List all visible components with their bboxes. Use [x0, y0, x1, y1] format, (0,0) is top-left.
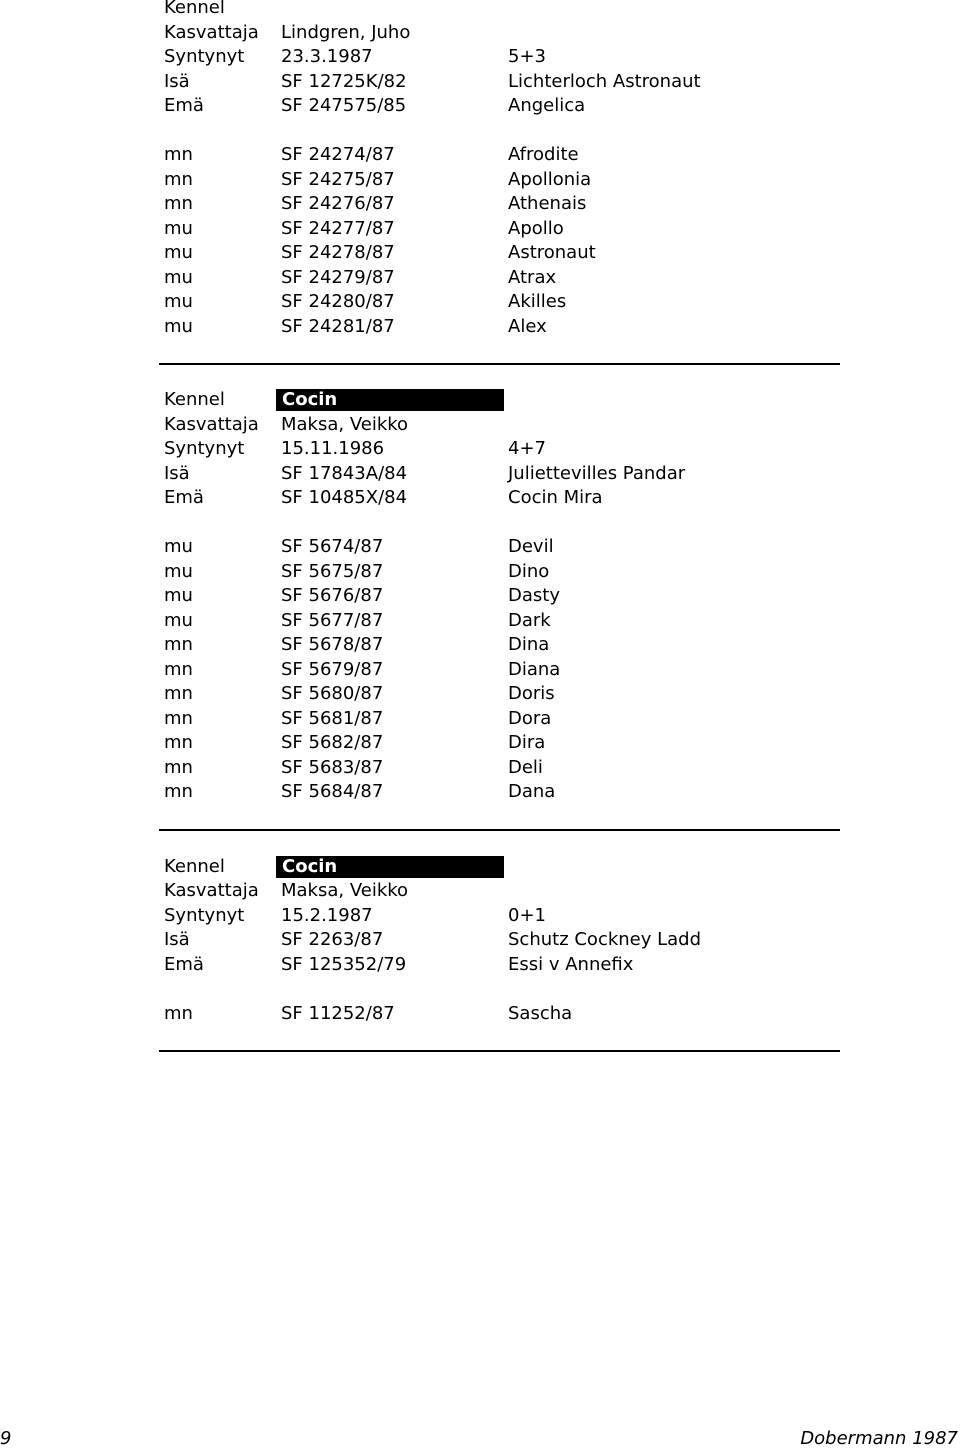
breeder-label: Kasvattaja: [164, 880, 259, 901]
puppy-row: [0, 535, 960, 559]
puppy-name: Apollo: [508, 218, 564, 239]
puppy-row: [0, 609, 960, 633]
kennel-label: Kennel: [164, 856, 225, 877]
puppy-row: [0, 731, 960, 755]
puppy-name: Doris: [508, 683, 555, 704]
breeder-row: [0, 413, 960, 437]
puppy-reg: SF 5683/87: [281, 757, 384, 778]
puppy-reg: SF 5684/87: [281, 781, 384, 802]
litter-size: 0+1: [508, 905, 546, 926]
dam-reg: SF 125352/79: [281, 954, 407, 975]
puppy-sex: mu: [164, 316, 193, 337]
puppy-row: [0, 707, 960, 731]
born-date: 23.3.1987: [281, 46, 373, 67]
born-row: [0, 45, 960, 69]
puppy-reg: SF 24275/87: [281, 169, 395, 190]
puppy-reg: SF 5676/87: [281, 585, 384, 606]
dam-row: [0, 953, 960, 977]
puppy-reg: SF 24279/87: [281, 267, 395, 288]
dam-label: Emä: [164, 95, 204, 116]
puppy-row: [0, 560, 960, 584]
kennel-row: [0, 0, 960, 20]
dam-label: Emä: [164, 487, 204, 508]
born-date: 15.11.1986: [281, 438, 385, 459]
puppy-row: [0, 658, 960, 682]
puppy-sex: mn: [164, 169, 193, 190]
puppy-row: [0, 780, 960, 804]
puppy-name: Dira: [508, 732, 546, 753]
puppy-name: Deli: [508, 757, 543, 778]
sire-reg: SF 12725K/82: [281, 71, 407, 92]
born-row: [0, 904, 960, 928]
puppy-name: Alex: [508, 316, 547, 337]
publication-title: Dobermann 1987: [800, 1428, 958, 1449]
dam-name: Cocin Mira: [508, 487, 603, 508]
puppy-name: Afrodite: [508, 144, 579, 165]
breeder-value: Maksa, Veikko: [281, 880, 409, 901]
puppy-reg: SF 24280/87: [281, 291, 395, 312]
born-label: Syntynyt: [164, 905, 245, 926]
sire-name: Schutz Cockney Ladd: [508, 929, 702, 950]
puppy-row: [0, 1002, 960, 1026]
puppy-name: Diana: [508, 659, 561, 680]
section-divider: [159, 829, 840, 831]
dam-name: Essi v Annefix: [508, 954, 634, 975]
puppy-name: Akilles: [508, 291, 567, 312]
dam-reg: SF 10485X/84: [281, 487, 408, 508]
puppy-sex: mu: [164, 291, 193, 312]
section-divider: [159, 363, 840, 365]
puppy-reg: SF 5682/87: [281, 732, 384, 753]
puppy-sex: mu: [164, 561, 193, 582]
born-row: [0, 437, 960, 461]
puppy-sex: mn: [164, 708, 193, 729]
section-divider: [159, 1050, 840, 1052]
puppy-reg: SF 24274/87: [281, 144, 395, 165]
sire-name: Juliettevilles Pandar: [508, 463, 686, 484]
puppy-reg: SF 24278/87: [281, 242, 395, 263]
puppy-sex: mu: [164, 585, 193, 606]
puppy-reg: SF 5679/87: [281, 659, 384, 680]
puppy-name: Dasty: [508, 585, 560, 606]
puppy-sex: mu: [164, 242, 193, 263]
born-date: 15.2.1987: [281, 905, 373, 926]
puppy-row: [0, 315, 960, 339]
sire-label: Isä: [164, 463, 190, 484]
dam-row: [0, 486, 960, 510]
dam-label: Emä: [164, 954, 204, 975]
kennel-label: Kennel: [164, 0, 225, 18]
dam-row: [0, 94, 960, 118]
puppy-name: Apollonia: [508, 169, 592, 190]
puppy-name: Devil: [508, 536, 554, 557]
breeder-row: [0, 21, 960, 45]
puppy-sex: mn: [164, 634, 193, 655]
puppy-sex: mn: [164, 1003, 193, 1024]
puppy-row: [0, 633, 960, 657]
puppy-row: [0, 217, 960, 241]
puppy-sex: mn: [164, 683, 193, 704]
puppy-reg: SF 24281/87: [281, 316, 395, 337]
puppy-name: Athenais: [508, 193, 587, 214]
puppy-name: Astronaut: [508, 242, 596, 263]
puppy-row: [0, 168, 960, 192]
breeder-label: Kasvattaja: [164, 414, 259, 435]
sire-row: [0, 928, 960, 952]
puppy-name: Dino: [508, 561, 550, 582]
breeder-row: [0, 879, 960, 903]
puppy-row: [0, 756, 960, 780]
puppy-reg: SF 5675/87: [281, 561, 384, 582]
sire-row: [0, 70, 960, 94]
puppy-sex: mn: [164, 757, 193, 778]
kennel-label: Kennel: [164, 389, 225, 410]
breeder-label: Kasvattaja: [164, 22, 259, 43]
puppy-reg: SF 5678/87: [281, 634, 384, 655]
sire-label: Isä: [164, 71, 190, 92]
kennel-name-badge: Cocin: [276, 856, 504, 878]
puppy-sex: mn: [164, 659, 193, 680]
sire-reg: SF 2263/87: [281, 929, 384, 950]
puppy-row: [0, 192, 960, 216]
puppy-row: [0, 266, 960, 290]
puppy-reg: SF 24277/87: [281, 218, 395, 239]
puppy-row: [0, 584, 960, 608]
dam-name: Angelica: [508, 95, 586, 116]
puppy-sex: mu: [164, 267, 193, 288]
puppy-row: [0, 241, 960, 265]
puppy-reg: SF 5674/87: [281, 536, 384, 557]
breeder-value: Lindgren, Juho: [281, 22, 411, 43]
puppy-sex: mn: [164, 193, 193, 214]
puppy-name: Atrax: [508, 267, 557, 288]
puppy-row: [0, 682, 960, 706]
puppy-name: Dina: [508, 634, 550, 655]
puppy-name: Sascha: [508, 1003, 573, 1024]
sire-name: Lichterloch Astronaut: [508, 71, 701, 92]
born-label: Syntynyt: [164, 438, 245, 459]
puppy-name: Dark: [508, 610, 551, 631]
puppy-sex: mn: [164, 781, 193, 802]
puppy-reg: SF 5680/87: [281, 683, 384, 704]
puppy-reg: SF 5677/87: [281, 610, 384, 631]
litter-size: 4+7: [508, 438, 546, 459]
kennel-name-badge: Cocin: [276, 389, 504, 411]
puppy-sex: mn: [164, 732, 193, 753]
puppy-reg: SF 24276/87: [281, 193, 395, 214]
kennel-row: [0, 388, 960, 412]
puppy-row: [0, 143, 960, 167]
sire-label: Isä: [164, 929, 190, 950]
puppy-name: Dana: [508, 781, 556, 802]
sire-reg: SF 17843A/84: [281, 463, 408, 484]
puppy-reg: SF 5681/87: [281, 708, 384, 729]
puppy-sex: mn: [164, 144, 193, 165]
dam-reg: SF 247575/85: [281, 95, 407, 116]
puppy-name: Dora: [508, 708, 552, 729]
breeder-value: Maksa, Veikko: [281, 414, 409, 435]
litter-size: 5+3: [508, 46, 546, 67]
puppy-row: [0, 290, 960, 314]
puppy-sex: mu: [164, 218, 193, 239]
puppy-reg: SF 11252/87: [281, 1003, 395, 1024]
page-number: 9: [0, 1428, 12, 1449]
puppy-sex: mu: [164, 610, 193, 631]
born-label: Syntynyt: [164, 46, 245, 67]
sire-row: [0, 462, 960, 486]
puppy-sex: mu: [164, 536, 193, 557]
kennel-row: [0, 855, 960, 879]
